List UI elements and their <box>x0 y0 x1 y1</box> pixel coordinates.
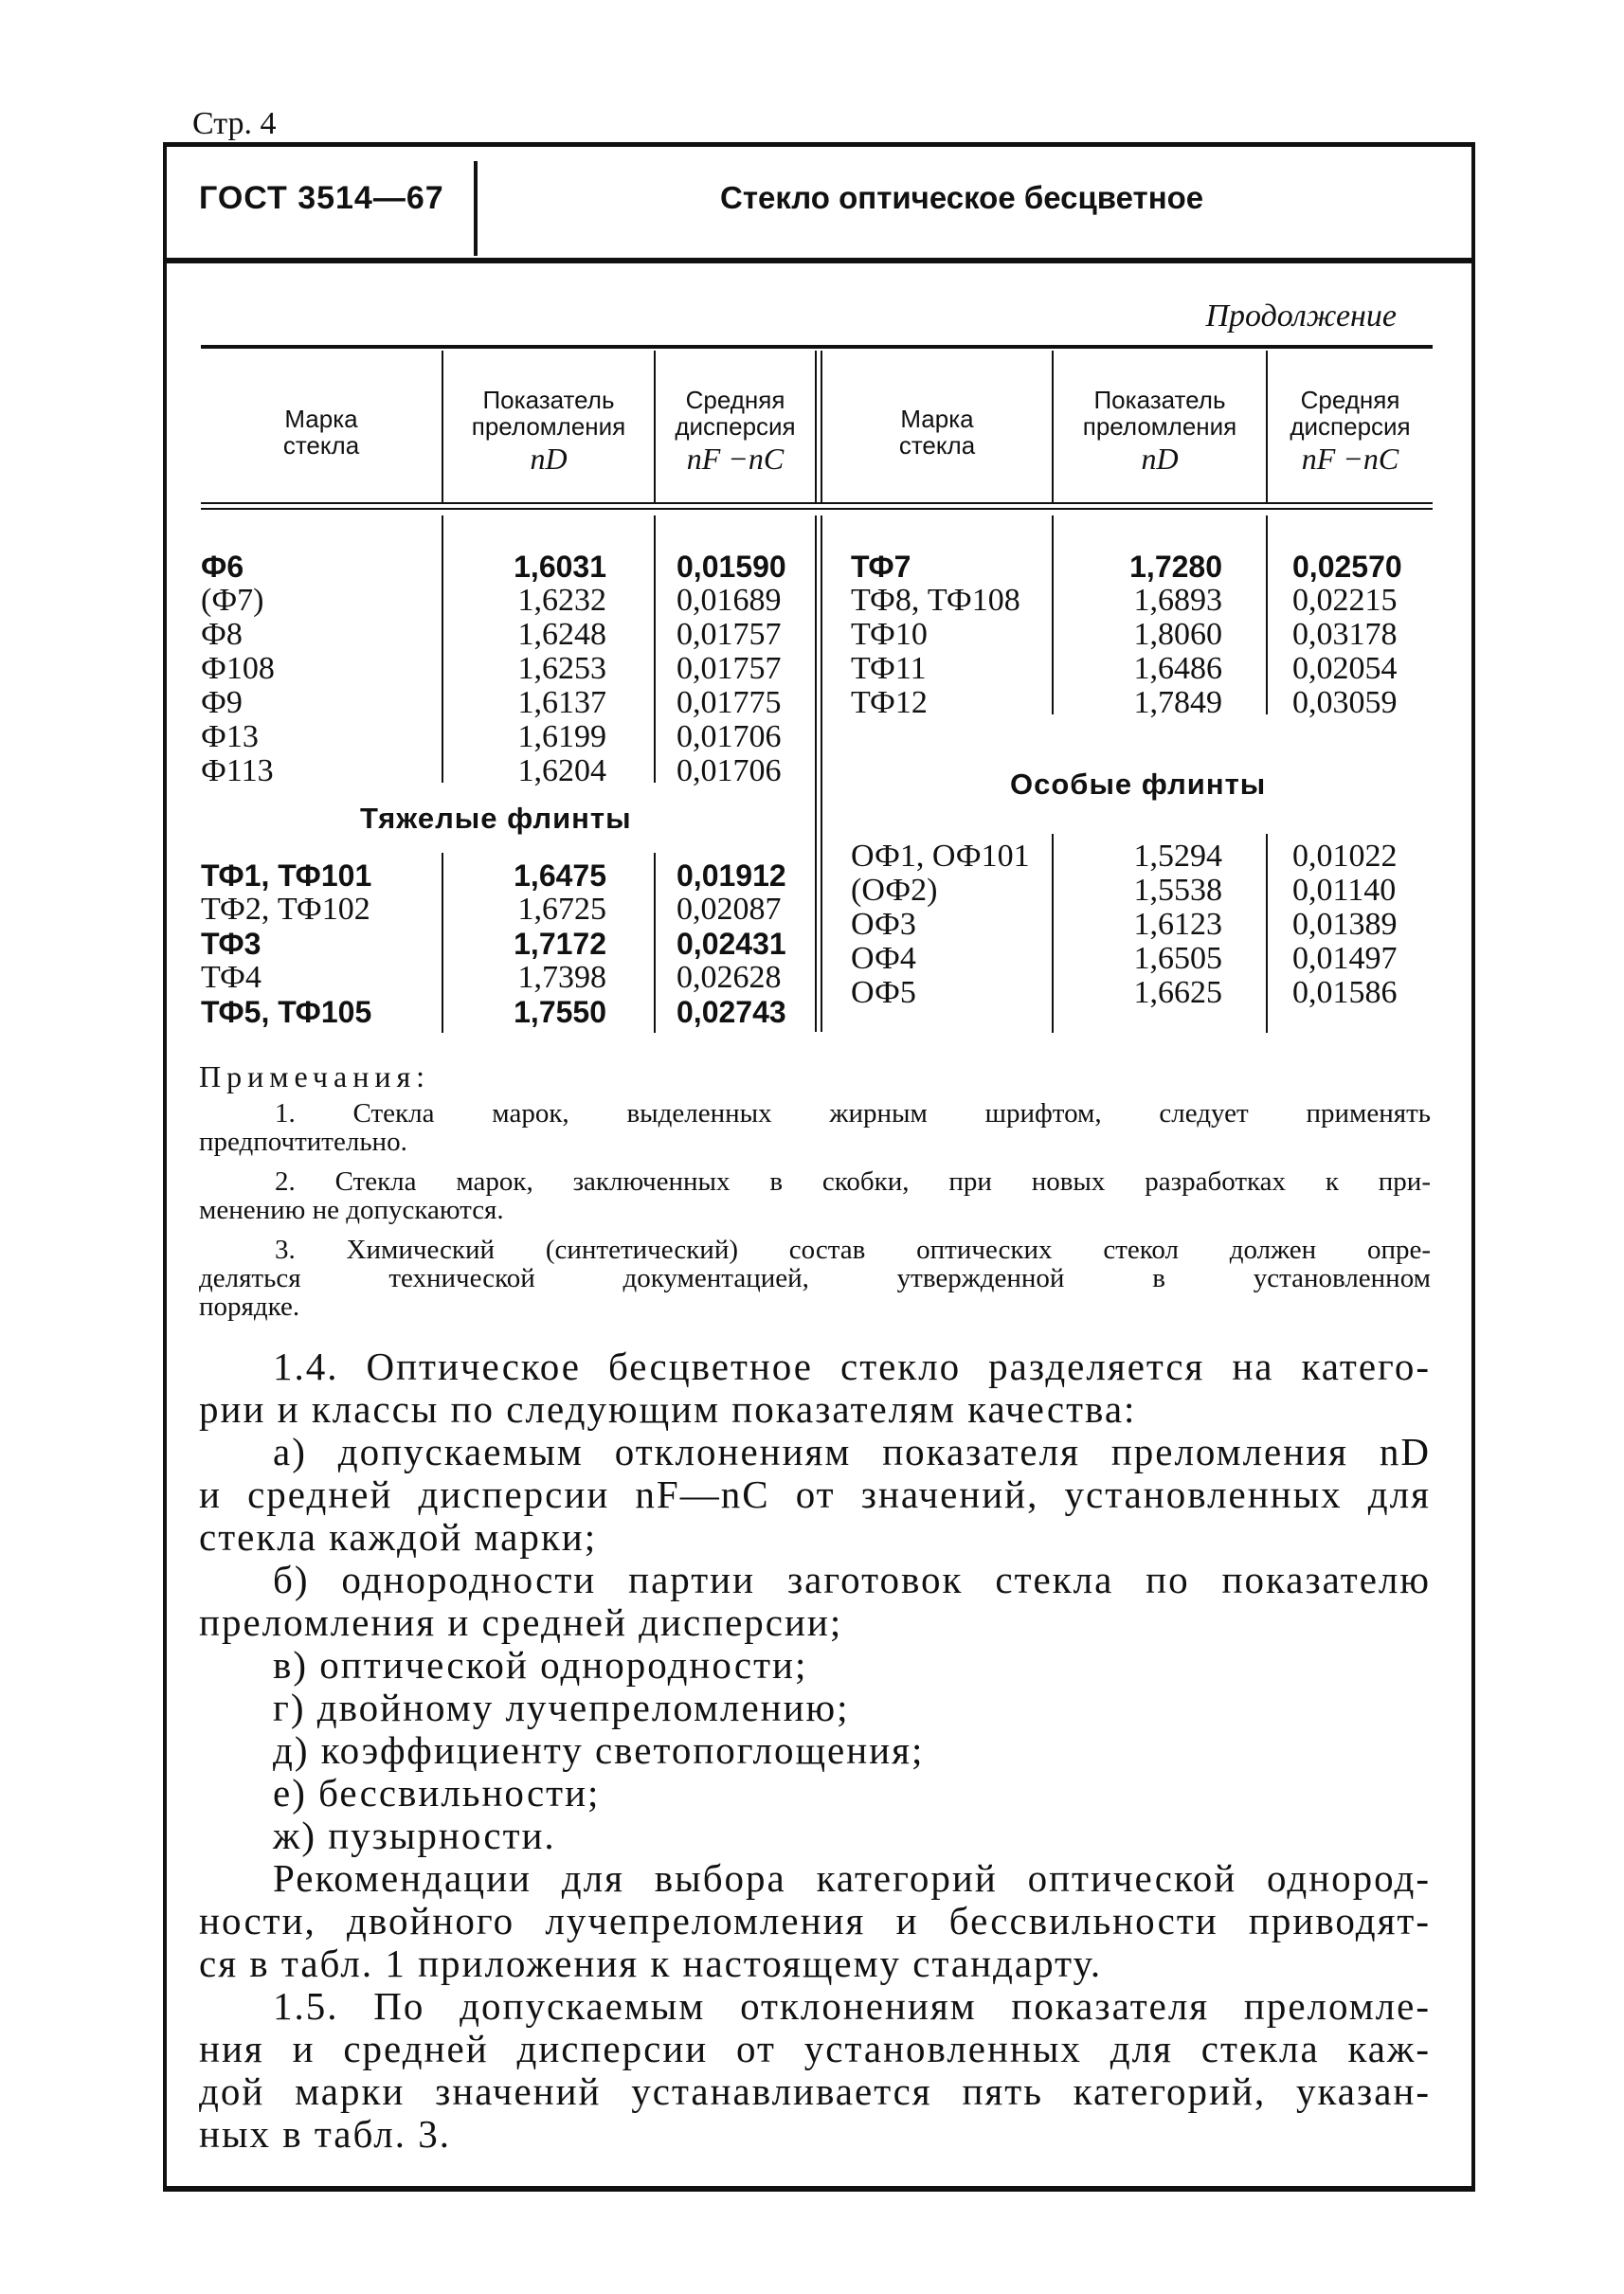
header-dispersion-right: Средняя дисперсия nF −nC <box>1290 386 1411 476</box>
cell-dispersion: 0,02431 <box>677 927 786 961</box>
col-divider <box>1052 834 1054 1033</box>
cell-grade: ТФ4 <box>201 960 262 995</box>
cell-grade: ТФ11 <box>851 651 927 686</box>
cell-grade: ОФ1, ОФ101 <box>851 839 1030 874</box>
cell-refractive-index: 1,6505 <box>1133 941 1222 976</box>
cell-grade: (ОФ2) <box>851 873 938 908</box>
item-e: е) бессвильности; <box>273 1771 601 1815</box>
item-b: б) однородности партии заготовок стекла по показателю преломления и средней дисперсии; <box>199 1558 1431 1644</box>
cell-dispersion: 0,02215 <box>1292 583 1398 618</box>
paragraph-1-4: 1.4. Оптическое бесцветное стекло разделяется на катего- рии и классы по следующим показателям качества: <box>199 1345 1431 1431</box>
cell-grade: Ф6 <box>201 550 244 584</box>
cell-refractive-index: 1,6625 <box>1133 975 1222 1010</box>
cell-refractive-index: 1,7849 <box>1133 685 1222 720</box>
cell-refractive-index: 1,6475 <box>514 858 606 893</box>
cell-refractive-index: 1,6248 <box>517 617 606 652</box>
item-zh: ж) пузырности. <box>273 1814 556 1857</box>
cell-dispersion: 0,01912 <box>677 858 786 893</box>
recommendations-paragraph: Рекомендации для выбора категорий оптической однород- ности, двойного лучепреломления и бессвильности приводят- ся в табл. 1 приложения к настоящему стандарту. <box>199 1856 1431 1985</box>
col-divider <box>815 515 817 1032</box>
cell-dispersion: 0,01689 <box>677 583 782 618</box>
table-header-rule-2 <box>201 508 1433 510</box>
item-v: в) оптической однородности; <box>273 1643 808 1687</box>
cell-refractive-index: 1,6137 <box>517 685 606 720</box>
cell-refractive-index: 1,6204 <box>517 753 606 788</box>
cell-refractive-index: 1,6031 <box>514 550 606 584</box>
col-divider <box>1266 515 1268 714</box>
cell-dispersion: 0,01590 <box>677 550 786 584</box>
cell-dispersion: 0,02087 <box>677 892 782 927</box>
cell-grade: Ф108 <box>201 651 275 686</box>
cell-dispersion: 0,01706 <box>677 753 782 788</box>
cell-grade: Ф113 <box>201 753 274 788</box>
cell-refractive-index: 1,7172 <box>514 927 606 961</box>
item-g: г) двойному лучепреломлению; <box>273 1686 850 1729</box>
special-flints-title: Особые флинты <box>1010 768 1267 801</box>
table-top-rule <box>201 345 1433 349</box>
col-divider <box>821 515 822 1032</box>
cell-dispersion: 0,03059 <box>1292 685 1398 720</box>
cell-refractive-index: 1,5538 <box>1133 873 1222 908</box>
header-rule <box>163 258 1475 263</box>
page-number: Стр. 4 <box>192 106 277 141</box>
cell-grade: ТФ7 <box>851 550 911 584</box>
cell-grade: ТФ8, ТФ108 <box>851 583 1020 618</box>
notes-title: Примечания: <box>199 1059 431 1093</box>
cell-dispersion: 0,01586 <box>1292 975 1398 1010</box>
cell-dispersion: 0,02743 <box>677 995 786 1029</box>
cell-refractive-index: 1,6199 <box>517 719 606 754</box>
cell-refractive-index: 1,7398 <box>517 960 606 995</box>
note-2: 2. Стекла марок, заключенных в скобки, при новых разработках к при- менению не допускаются. <box>199 1166 1431 1225</box>
cell-dispersion: 0,02570 <box>1292 550 1402 584</box>
document-title: Стекло оптическое бесцветное <box>720 180 1204 215</box>
cell-grade: ТФ2, ТФ102 <box>201 892 370 927</box>
cell-refractive-index: 1,6232 <box>517 583 606 618</box>
cell-grade: ОФ4 <box>851 941 916 976</box>
cell-refractive-index: 1,6486 <box>1133 651 1222 686</box>
paragraph-1-5: 1.5. По допускаемым отклонениям показателя преломле- ния и средней дисперсии от установленных для стекла каж- дой марки значений устанавливается пять категорий, указан- ных в табл. 3. <box>199 1984 1431 2156</box>
col-divider <box>1052 515 1054 714</box>
col-divider <box>654 515 656 783</box>
table-header-rule-1 <box>201 502 1433 504</box>
cell-dispersion: 0,02628 <box>677 960 782 995</box>
cell-refractive-index: 1,6725 <box>517 892 606 927</box>
cell-dispersion: 0,01757 <box>677 651 782 686</box>
cell-grade: Ф13 <box>201 719 259 754</box>
cell-dispersion: 0,03178 <box>1292 617 1398 652</box>
cell-refractive-index: 1,7280 <box>1129 550 1222 584</box>
cell-refractive-index: 1,5294 <box>1133 839 1222 874</box>
header-dispersion: Средняя дисперсия nF −nC <box>675 386 796 476</box>
cell-refractive-index: 1,6893 <box>1133 583 1222 618</box>
cell-grade: ОФ5 <box>851 975 916 1010</box>
cell-dispersion: 0,02054 <box>1292 651 1398 686</box>
cell-dispersion: 0,01706 <box>677 719 782 754</box>
cell-grade: (Ф7) <box>201 583 264 618</box>
header-refractive-right: Показатель преломления nD <box>1082 386 1237 476</box>
cell-grade: Ф9 <box>201 685 243 720</box>
cell-refractive-index: 1,8060 <box>1133 617 1222 652</box>
cell-refractive-index: 1,6253 <box>517 651 606 686</box>
cell-grade: ТФ5, ТФ105 <box>201 995 372 1029</box>
cell-refractive-index: 1,7550 <box>514 995 606 1029</box>
cell-refractive-index: 1,6123 <box>1133 907 1222 942</box>
col-divider <box>815 351 817 504</box>
header-refractive: Показатель преломления nD <box>471 386 626 476</box>
col-divider <box>654 853 656 1033</box>
header-grade-right: Марка стекла <box>898 405 976 460</box>
cell-dispersion: 0,01497 <box>1292 941 1398 976</box>
cell-dispersion: 0,01022 <box>1292 839 1398 874</box>
cell-grade: ТФ12 <box>851 685 928 720</box>
cell-grade: ОФ3 <box>851 907 916 942</box>
cell-grade: Ф8 <box>201 617 243 652</box>
cell-grade: ТФ1, ТФ101 <box>201 858 372 893</box>
cell-grade: ТФ3 <box>201 927 262 961</box>
cell-dispersion: 0,01389 <box>1292 907 1398 942</box>
header-divider <box>474 161 478 256</box>
header-grade: Марка стекла <box>282 405 360 460</box>
cell-grade: ТФ10 <box>851 617 928 652</box>
note-3: 3. Химический (синтетический) состав оптических стекол должен опре- деляться технической документацией, утвержденной в установленном порядке. <box>199 1235 1431 1322</box>
top-rule <box>163 142 1475 147</box>
heavy-flints-title: Тяжелые флинты <box>360 802 632 835</box>
gost-number: ГОСТ 3514—67 <box>199 180 444 216</box>
col-divider <box>442 853 443 1033</box>
col-divider <box>1266 834 1268 1033</box>
cell-dispersion: 0,01140 <box>1292 873 1397 908</box>
cell-dispersion: 0,01775 <box>677 685 782 720</box>
cell-dispersion: 0,01757 <box>677 617 782 652</box>
item-a: а) допускаемым отклонениям показателя преломления nD и средней дисперсии nF—nC от значений, установленных для стекла каждой марки; <box>199 1430 1431 1559</box>
note-1: 1. Стекла марок, выделенных жирным шрифтом, следует применять предпочтительно. <box>199 1098 1431 1157</box>
col-divider <box>442 515 443 783</box>
continuation-label: Продолжение <box>1205 298 1397 334</box>
item-d: д) коэффициенту светопоглощения; <box>273 1728 925 1772</box>
